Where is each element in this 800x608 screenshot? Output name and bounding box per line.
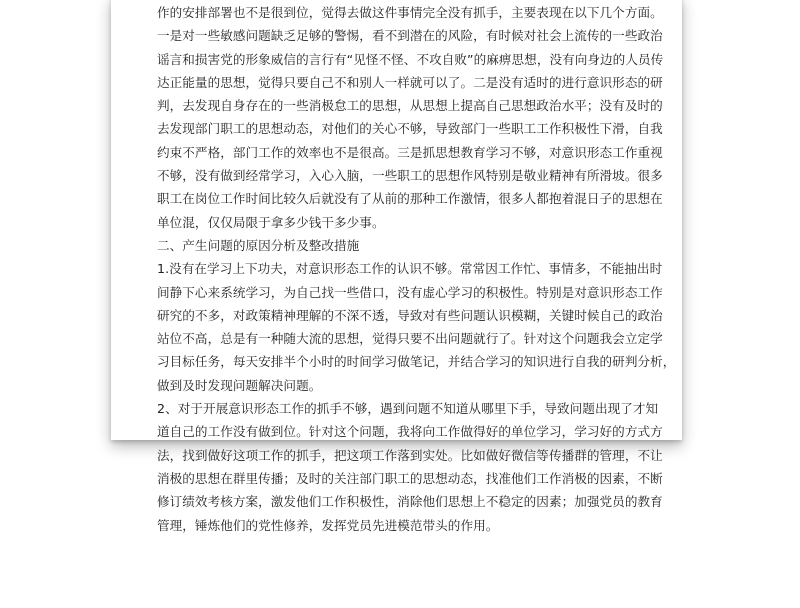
document-page bbox=[111, 0, 682, 533]
text-line: 道自己的工作没有做到位。针对这个问题，我将向工作做得好的单位学习，学习好的方式方 bbox=[157, 424, 663, 440]
text-line: 做到及时发现问题解决问题。 bbox=[157, 377, 322, 393]
text-line: 职工在岗位工作时间比较久后就没有了从前的那种工作激情，很多人都抱着混日子的思想在 bbox=[157, 191, 663, 207]
text-line: 修订绩效考核方案，激发他们工作积极性，消除他们思想上不稳定的因素；加强党员的教育 bbox=[157, 494, 663, 510]
text-line: 习目标任务，每天安排半个小时的时间学习做笔记，并结合学习的知识进行自我的研判分析， bbox=[157, 354, 676, 370]
text-line: 作的安排部署也不是很到位，觉得去做这件事情完全没有抓手，主要表现在以下几个方面。 bbox=[157, 5, 663, 20]
text-line: 二、产生问题的原因分析及整改措施 bbox=[157, 237, 360, 253]
text-line: 管理，锤炼他们的党性修养，发挥党员先进模范带头的作用。 bbox=[157, 517, 499, 533]
text-line: 法，找到做好这项工作的抓手，把这项工作落到实处。比如做好微信等传播群的管理，不让 bbox=[157, 447, 663, 463]
text-line: 判，去发现自身存在的一些消极怠工的思想，从思想上提高自己思想政治水平；没有及时的 bbox=[157, 98, 663, 114]
text-line: 单位混，仅仅局限于拿多少钱干多少事。 bbox=[157, 214, 385, 230]
text-line: 间静下心来系统学习，为自己找一些借口，没有虚心学习的积极性。特别是对意识形态工作 bbox=[157, 284, 663, 300]
text-line: 2、对于开展意识形态工作的抓手不够，遇到问题不知道从哪里下手，导致问题出现了才知 bbox=[157, 401, 659, 417]
text-line: 消极的思想在群里传播；及时的关注部门职工的思想动态，找准他们工作消极的因素，不断 bbox=[157, 470, 663, 486]
text-line: 站位不高，总是有一种随大流的思想，觉得只要不出问题就行了。针对这个问题我会立定学 bbox=[157, 331, 663, 347]
text-line: 不够，没有做到经常学习，入心入脑，一些职工的思想作风特别是敬业精神有所滑坡。很多 bbox=[157, 168, 663, 184]
text-line: 1.没有在学习上下功夫，对意识形态工作的认识不够。常常因工作忙、事情多，不能抽出时 bbox=[157, 261, 663, 277]
text-line: 研究的不多，对政策精神理解的不深不透，导致对有些问题认识模糊，关键时候自己的政治 bbox=[157, 307, 663, 323]
text-line: 达正能量的思想，觉得只要自己不和别人一样就可以了。二是没有适时的进行意识形态的研 bbox=[157, 74, 663, 90]
text-line: 去发现部门职工的思想动态，对他们的关心不够，导致部门一些职工工作积极性下滑，自我 bbox=[157, 121, 663, 137]
text-line: 约束不严格，部门工作的效率也不是很高。三是抓思想教育学习不够，对意识形态工作重视 bbox=[157, 144, 663, 160]
text-line: 谣言和损害党的形象威信的言行有“见怪不怪、不攻自败”的麻痹思想，没有向身边的人员传 bbox=[157, 51, 664, 67]
text-line: 一是对一些敏感问题缺乏足够的警惕，看不到潜在的风险，有时候对社会上流传的一些政治 bbox=[157, 28, 663, 44]
